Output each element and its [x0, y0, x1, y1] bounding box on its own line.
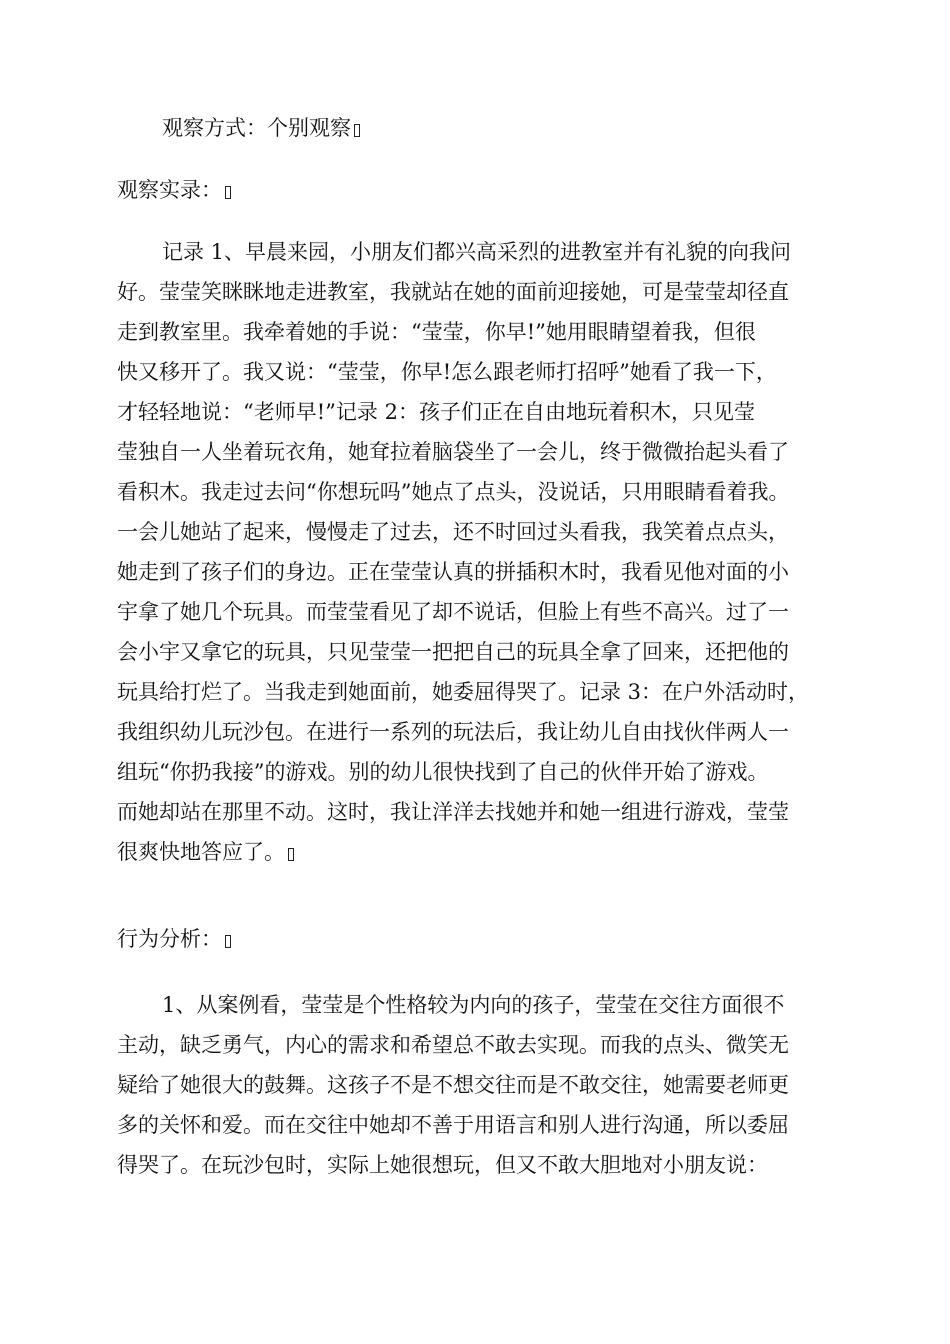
record-line: 快又移开了。我又说：“莹莹，你早!怎么跟老师打招呼”她看了我一下，	[117, 360, 777, 384]
record-line: 走到教室里。我牵着她的手说：“莹莹，你早!”她用眼睛望着我，但很	[117, 320, 756, 344]
record-line: 而她却站在那里不动。这时，我让洋洋去找她并和她一组进行游戏，莹莹	[117, 800, 789, 824]
record-line: 玩具给打烂了。当我走到她面前，她委屈得哭了。记录 3：在户外活动时，	[117, 680, 810, 704]
record-line: 莹独自一人坐着玩衣角，她耷拉着脑袋坐了一会儿，终于微微抬起头看了	[117, 440, 789, 464]
record-line	[117, 838, 294, 866]
analysis-heading	[117, 925, 231, 953]
record-line: 组玩“你扔我接”的游戏。别的幼儿很快找到了自己的伙伴开始了游戏。	[117, 760, 769, 784]
record-line: 会小宇又拿它的玩具，只见莹莹一把把自己的玩具全拿了回来，还把他的	[117, 640, 789, 664]
record-line: 看积木。我走过去问“你想玩吗”她点了点头，没说话，只用眼睛看着我。	[117, 480, 790, 504]
record-line: 一会儿她站了起来，慢慢走了过去，还不时回过头看我，我笑着点点头，	[117, 520, 789, 544]
analysis-line: 主动，缺乏勇气，内心的需求和希望总不敢去实现。而我的点头、微笑无	[117, 1033, 789, 1057]
analysis-line: 疑给了她很大的鼓舞。这孩子不是不想交往而是不敢交往，她需要老师更	[117, 1073, 789, 1097]
missing-glyph-box	[354, 124, 360, 137]
analysis-line: 得哭了。在玩沙包时，实际上她很想玩，但又不敢大胆地对小朋友说：	[117, 1153, 768, 1177]
analysis-heading-text: 行为分析：	[117, 927, 222, 951]
record-line-text: 很爽快地答应了。	[117, 840, 285, 864]
record-heading	[117, 176, 231, 204]
analysis-line: 多的关怀和爱。而在交往中她却不善于用语言和别人进行沟通，所以委屈	[117, 1113, 789, 1137]
observation-method	[162, 114, 360, 142]
record-line: 宇拿了她几个玩具。而莹莹看见了却不说话，但脸上有些不高兴。过了一	[117, 600, 789, 624]
missing-glyph-box	[225, 186, 231, 199]
record-heading-text: 观察实录：	[117, 178, 222, 202]
record-line: 好。莹莹笑眯眯地走进教室，我就站在她的面前迎接她，可是莹莹却径直	[117, 280, 789, 304]
missing-glyph-box	[288, 848, 294, 861]
record-line: 记录 1、早晨来园，小朋友们都兴高采烈的进教室并有礼貌的向我问	[162, 240, 792, 264]
missing-glyph-box	[225, 935, 231, 948]
record-line: 她走到了孩子们的身边。正在莹莹认真的拼插积木时，我看见他对面的小	[117, 560, 789, 584]
record-line: 才轻轻地说：“老师早!”记录 2：孩子们正在自由地玩着积木，只见莹	[117, 400, 755, 424]
observation-method-text: 观察方式：个别观察	[162, 116, 351, 140]
record-line: 我组织幼儿玩沙包。在进行一系列的玩法后，我让幼儿自由找伙伴两人一	[117, 720, 789, 744]
analysis-line: 1、从案例看，莹莹是个性格较为内向的孩子，莹莹在交往方面很不	[162, 993, 785, 1017]
